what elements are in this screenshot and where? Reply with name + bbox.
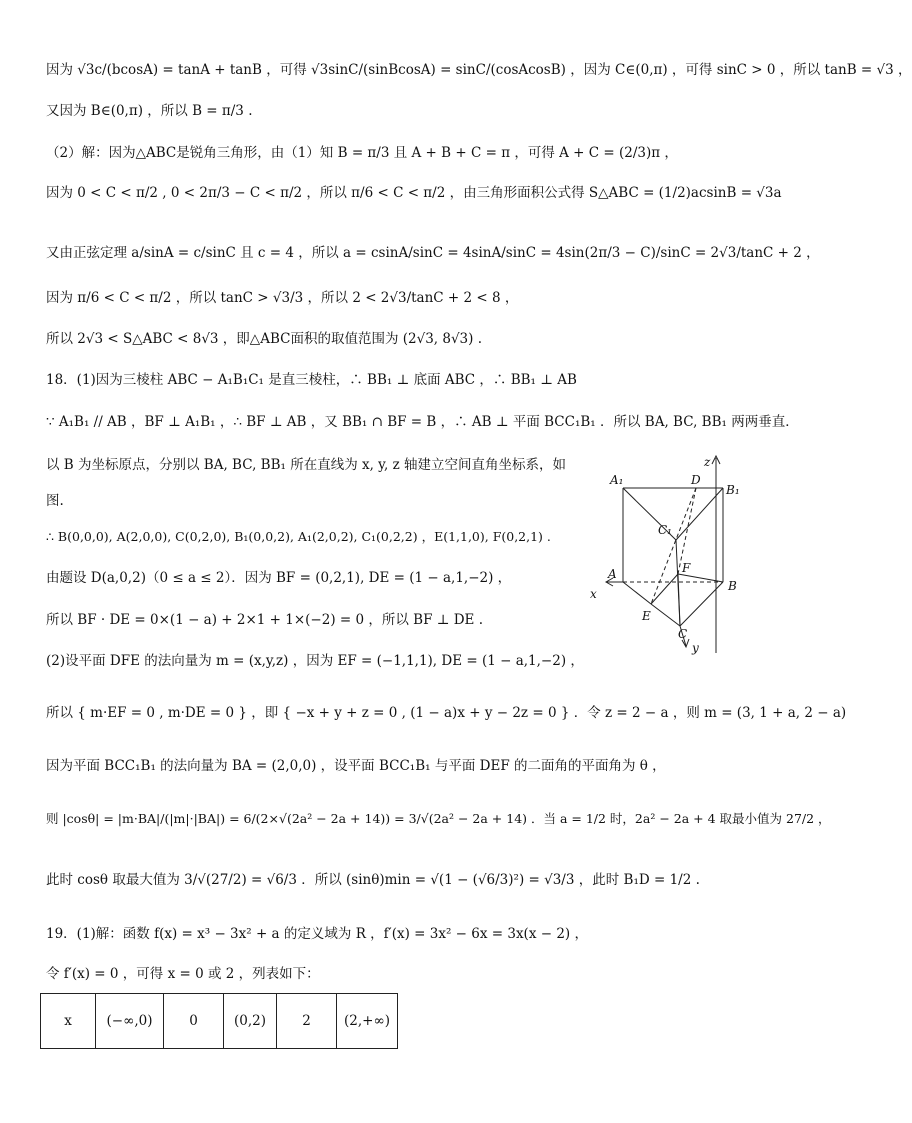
line-14: (2)设平面 DFE 的法向量为 m = (x,y,z) ，因为 EF = (−1,1,1), DE = (1 − a,1,−2) ， [46,653,584,669]
line-19: 19．(1)解：函数 f(x) = x³ − 3x² + a 的定义域为 R ，f′(x) = 3x² − 6x = 3x(x − 2) ， [46,926,588,942]
line-6: 所以 2√3 < S△ABC < 8√3 ，即△ABC面积的取值范围为 (2√3, 8√3) . [46,331,482,347]
table-cell: (−∞,0) [96,994,164,1049]
line-10: 图. [46,493,64,509]
table-cell: (2,+∞) [337,994,398,1049]
line-18: 此时 cosθ 取最大值为 3/√(27/2) = √6/3 ．所以 (sinθ)min = √(1 − (√6/3)²) = √3/3 ，此时 B₁D = 1/2 . [46,872,700,888]
label-c1: C₁ [658,523,672,537]
line-5: 因为 π/6 < C < π/2 ，所以 tanC > √3/3 ，所以 2 < 2√3/tanC + 2 < 8 ， [46,290,519,306]
sign-table [40,993,398,1049]
line-7: 18．(1)因为三棱柱 ABC − A₁B₁C₁ 是直三棱柱，∴ BB₁ ⊥ 底面 ABC ，∴ BB₁ ⊥ AB [46,372,577,388]
label-d: D [691,473,701,487]
label-x: x [590,587,597,601]
line-15: 所以 { m·EF = 0 , m·DE = 0 } ，即 { −x + y + z = 0 , (1 − a)x + y − 2z = 0 } ．令 z = 2 − a ，则 m = (3, 1 + a, 2 − a) [46,705,847,721]
table-cell: 0 [164,994,224,1049]
label-e: E [642,609,651,623]
line-20: 令 f′(x) = 0 ，可得 x = 0 或 2 ，列表如下： [46,966,320,982]
table-cell: x [41,994,96,1049]
label-y: y [692,641,699,655]
line-16: 因为平面 BCC₁B₁ 的法向量为 BA = (2,0,0) ，设平面 BCC₁B₁ 与平面 DEF 的二面角的平面角为 θ ， [46,758,666,774]
line-12: 由题设 D(a,0,2)（0 ≤ a ≤ 2）．因为 BF = (0,2,1), DE = (1 − a,1,−2) ， [46,570,512,586]
line-11: ∴ B(0,0,0), A(2,0,0), C(0,2,0), B₁(0,0,2), A₁(2,0,2), C₁(0,2,2) ，E(1,1,0), F(0,2,1) . [46,529,551,544]
table-cell: (0,2) [224,994,277,1049]
line-3: 因为 0 < C < π/2 , 0 < 2π/3 − C < π/2 ，所以 π/6 < C < π/2 ，由三角形面积公式得 S△ABC = (1/2)acsinB = √3a [46,185,782,201]
line-9: 以 B 为坐标原点，分别以 BA, BC, BB₁ 所在直线为 x, y, z 轴建立空间直角坐标系，如 [46,457,566,473]
line-4: 又由正弦定理 a/sinA = c/sinC 且 c = 4 ，所以 a = csinA/sinC = 4sinA/sinC = 4sin(2π/3 − C)/sinC = 2√3/tanC + 2 ， [46,245,820,261]
line-17: 则 |cosθ| = |m·BA|/(|m|·|BA|) = 6/(2×√(2a² − 2a + 14)) = 3/√(2a² − 2a + 14) ．当 a = 1/2 时，2a² − 2a + 4 取最小值为 27/2 ， [46,811,831,826]
line-1: 又因为 B∈(0,π) ，所以 B = π/3 . [46,103,253,119]
table-row [41,994,398,1049]
label-f: F [682,561,691,575]
label-b1: B₁ [726,483,740,497]
line-2: （2）解：因为△ABC是锐角三角形，由（1）知 B = π/3 且 A + B + C = π ，可得 A + C = (2/3)π ， [46,145,678,161]
label-a: A [608,567,617,581]
label-a1: A₁ [610,473,624,487]
prism-figure [578,448,748,658]
line-0: 因为 √3c/(bcosA) = tanA + tanB ，可得 √3sinC/(sinBcosA) = sinC/(cosAcosB) ，因为 C∈(0,π) ，可得 sinC > 0 ，所以 tanB = √3 ， [46,62,912,78]
label-z: z [704,455,711,469]
label-c: C [678,627,688,641]
table-cell: 2 [277,994,337,1049]
label-b: B [728,579,737,593]
line-8: ∵ A₁B₁ // AB ，BF ⊥ A₁B₁ ，∴ BF ⊥ AB ，又 BB₁ ∩ BF = B ，∴ AB ⊥ 平面 BCC₁B₁ ．所以 BA, BC, BB₁ 两两垂直． [46,414,799,430]
line-13: 所以 BF · DE = 0×(1 − a) + 2×1 + 1×(−2) = 0 ，所以 BF ⊥ DE . [46,612,483,628]
